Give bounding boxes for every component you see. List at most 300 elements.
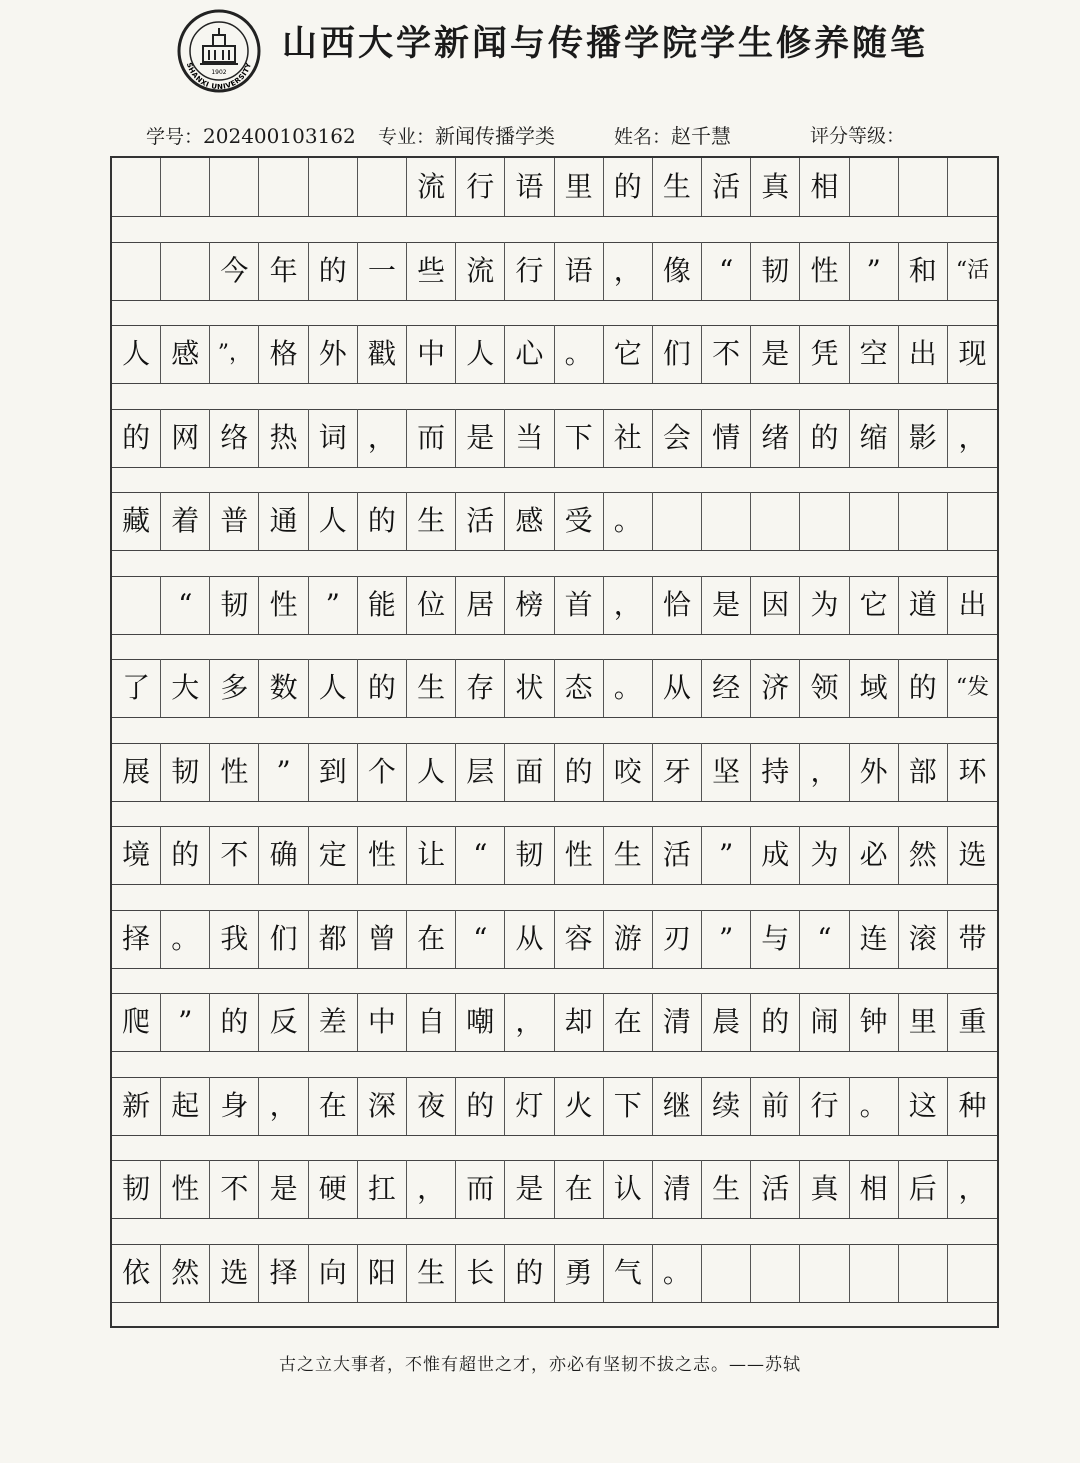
- grid-cell: 人: [456, 325, 505, 383]
- grid-cell-strip: [112, 1160, 997, 1219]
- grid-cell: 。: [653, 1244, 702, 1302]
- grid-cell: ”: [702, 910, 751, 968]
- grid-cell: [948, 492, 997, 550]
- grade-label: 评分等级：: [810, 125, 906, 147]
- grid-row-gap: [112, 1135, 997, 1162]
- grid-cell-strip: [112, 409, 997, 468]
- svg-text:SHANXI UNIVERSITY: [185, 61, 253, 91]
- grid-cell: 中: [358, 993, 407, 1051]
- grid-cell: 性: [358, 826, 407, 884]
- grid-cell: 择: [112, 910, 161, 968]
- grid-cell: ”: [850, 242, 899, 300]
- seal-text: SHANXI UNIVERSITY: [184, 61, 254, 92]
- grid-cell: 阳: [358, 1244, 407, 1302]
- grid-cell: ”: [260, 743, 309, 801]
- student-info-row: [120, 118, 1000, 154]
- grid-cell: 性: [555, 826, 604, 884]
- grid-cell: 深: [358, 1077, 407, 1135]
- grid-cell: 绪: [751, 409, 800, 467]
- grid-row: [112, 910, 997, 994]
- grid-cell: 们: [260, 910, 309, 968]
- grid-row-gap: [112, 717, 997, 744]
- grid-cell: 现: [958, 337, 987, 370]
- grid-cell: [112, 576, 161, 634]
- grid-cell: 年: [260, 242, 309, 300]
- grid-cell: 经: [702, 659, 751, 717]
- grid-cell: 环: [958, 754, 987, 788]
- grid-row: [112, 1244, 997, 1328]
- grid-cell: 感: [161, 325, 210, 383]
- grid-cell: 的: [161, 826, 210, 884]
- grid-cell: ，: [958, 420, 987, 454]
- grid-cell: 这: [899, 1077, 948, 1135]
- grid-cell: “: [800, 910, 849, 968]
- grid-cell: 到: [309, 743, 358, 801]
- grid-cell: 续: [702, 1077, 751, 1135]
- grid-cell: [702, 1244, 751, 1302]
- grid-cell: 着: [161, 492, 210, 550]
- major-label: 专业：: [378, 126, 436, 148]
- grid-cell: 起: [161, 1077, 210, 1135]
- grid-cell: 选: [210, 1244, 259, 1302]
- grid-cell-strip: [112, 659, 997, 718]
- grid-cell: “活: [955, 257, 990, 283]
- grid-cell: 社: [604, 409, 653, 467]
- grid-cell: 通: [260, 492, 309, 550]
- grid-cell: 韧: [161, 743, 210, 801]
- grid-cell: 是: [456, 409, 505, 467]
- grid-row-gap: [112, 467, 997, 494]
- grid-cell: 道: [899, 576, 948, 634]
- grid-cell: 容: [555, 910, 604, 968]
- grid-cell: 生: [407, 1244, 456, 1302]
- grid-cell: [899, 492, 948, 550]
- grid-cell: 连: [850, 910, 899, 968]
- grid-cell: 性: [210, 743, 259, 801]
- grid-cell: 领: [800, 659, 849, 717]
- grid-cell: 的: [751, 993, 800, 1051]
- grid-cell: [948, 158, 997, 216]
- grid-cell: “: [702, 242, 751, 300]
- grid-cell: [112, 158, 161, 216]
- grid-cell: 中: [407, 325, 456, 383]
- student-id-field: [146, 118, 356, 155]
- grade-field: [810, 118, 905, 154]
- grid-cell: 居: [456, 576, 505, 634]
- grid-cell: 不: [210, 826, 259, 884]
- grid-cell: 韧: [505, 826, 554, 884]
- grid-cell: ，: [260, 1077, 309, 1135]
- grid-cell: 济: [751, 659, 800, 717]
- grid-cell: 咬: [604, 743, 653, 801]
- grid-cell: 勇: [555, 1244, 604, 1302]
- grid-row: [112, 659, 997, 743]
- grid-cell-strip: [112, 743, 997, 802]
- grid-cell: ，: [604, 242, 653, 300]
- grid-cell: 然: [161, 1244, 210, 1302]
- grid-cell: 人: [309, 492, 358, 550]
- grid-cell: 的: [800, 409, 849, 467]
- grid-cell: 语: [505, 158, 554, 216]
- grid-cell: 在: [555, 1160, 604, 1218]
- grid-cell: 恰: [653, 576, 702, 634]
- grid-row: [112, 1077, 997, 1161]
- grid-cell: 热: [260, 409, 309, 467]
- grid-cell: 和: [899, 242, 948, 300]
- grid-cell: 扛: [358, 1160, 407, 1218]
- grid-cell: 词: [309, 409, 358, 467]
- grid-cell: 坚: [702, 743, 751, 801]
- grid-cell: 身: [210, 1077, 259, 1135]
- grid-row-gap: [112, 968, 997, 995]
- grid-cell-strip: [112, 492, 997, 551]
- grid-cell: 缩: [850, 409, 899, 467]
- grid-cell: 语: [555, 242, 604, 300]
- grid-cell: 重: [958, 1005, 987, 1038]
- grid-row: [112, 743, 997, 827]
- grid-cell: ，: [604, 576, 653, 634]
- grid-cell: 真: [800, 1160, 849, 1218]
- grid-cell: 从: [653, 659, 702, 717]
- grid-cell: 它: [604, 325, 653, 383]
- grid-cell: 生: [604, 826, 653, 884]
- grid-row: [112, 242, 997, 326]
- grid-cell: 首: [555, 576, 604, 634]
- grid-cell: 网: [161, 409, 210, 467]
- grid-row-gap: [112, 216, 997, 243]
- grid-cell: 数: [260, 659, 309, 717]
- grid-cell: 。: [850, 1077, 899, 1135]
- grid-cell: 带: [958, 921, 987, 955]
- grid-cell: ”: [161, 993, 210, 1051]
- grid-cell: 。: [555, 325, 604, 383]
- grid-cell: [653, 492, 702, 550]
- grid-cell: 曾: [358, 910, 407, 968]
- grid-cell: 在: [407, 910, 456, 968]
- grid-cell: 凭: [800, 325, 849, 383]
- grid-cell: ，: [407, 1160, 456, 1218]
- grid-cell: [899, 1244, 948, 1302]
- grid-cell: “: [456, 826, 505, 884]
- grid-cell: 榜: [505, 576, 554, 634]
- grid-cell: [751, 492, 800, 550]
- name-field: [614, 118, 731, 155]
- grid-cell: 而: [407, 409, 456, 467]
- grid-cell: 晨: [702, 993, 751, 1051]
- grid-cell-strip: [112, 1244, 997, 1303]
- grid-cell: 受: [555, 492, 604, 550]
- grid-cell: [358, 158, 407, 216]
- grid-cell: 感: [505, 492, 554, 550]
- grid-cell: 种: [958, 1088, 987, 1122]
- grid-cell: 是: [702, 576, 751, 634]
- grid-cell-strip: [112, 910, 997, 969]
- grid-cell: [800, 492, 849, 550]
- grid-cell: 情: [702, 409, 751, 467]
- grid-cell: 韧: [112, 1160, 161, 1218]
- grid-cell: 选: [958, 838, 987, 871]
- grid-cell: 前: [751, 1077, 800, 1135]
- grid-cell: 必: [850, 826, 899, 884]
- grid-cell: [210, 158, 259, 216]
- grid-cell: 普: [210, 492, 259, 550]
- grid-cell: 硬: [309, 1160, 358, 1218]
- grid-cell: 因: [751, 576, 800, 634]
- grid-cell-strip: [112, 325, 997, 384]
- grid-cell: 的: [505, 1244, 554, 1302]
- grid-cell: 在: [604, 993, 653, 1051]
- grid-cell: 反: [260, 993, 309, 1051]
- grid-cell: 长: [456, 1244, 505, 1302]
- grid-cell: 些: [407, 242, 456, 300]
- grid-cell: [850, 492, 899, 550]
- grid-row: [112, 826, 997, 910]
- grid-cell: 。: [604, 492, 653, 550]
- seal-year: 1902: [211, 69, 227, 76]
- grid-cell: 活: [751, 1160, 800, 1218]
- grid-cell: 的: [112, 409, 161, 467]
- grid-cell-strip: [112, 826, 997, 885]
- grid-cell: 生: [702, 1160, 751, 1218]
- grid-cell: 生: [407, 492, 456, 550]
- grid-cell: “发: [955, 675, 990, 700]
- grid-row-gap: [112, 801, 997, 828]
- grid-cell: ”: [702, 826, 751, 884]
- student-id-label: 学号：: [146, 126, 204, 148]
- grid-cell: 部: [899, 743, 948, 801]
- grid-cell: 行: [456, 158, 505, 216]
- grid-cell: 灯: [505, 1077, 554, 1135]
- grid-cell: 会: [653, 409, 702, 467]
- footer-quote: 古之立大事者，不惟有超世之才，亦必有坚韧不拔之志。——苏轼: [279, 1355, 801, 1375]
- name-value: 赵千慧: [671, 124, 732, 148]
- grid-cell: 的: [309, 242, 358, 300]
- grid-cell: 大: [161, 659, 210, 717]
- grid-cell: 气: [604, 1244, 653, 1302]
- page-title: 山西大学新闻与传播学院学生修养随笔: [282, 23, 929, 64]
- grid-cell: 展: [112, 743, 161, 801]
- grid-cell: 继: [653, 1077, 702, 1135]
- grid-cell: 成: [751, 826, 800, 884]
- grid-cell: ”，: [210, 325, 259, 383]
- grid-cell: 生: [653, 158, 702, 216]
- grid-cell: 活: [702, 158, 751, 216]
- name-label: 姓名：: [614, 126, 672, 148]
- grid-cell: 刃: [653, 910, 702, 968]
- grid-cell: 的: [358, 659, 407, 717]
- grid-cell: [850, 158, 899, 216]
- grid-cell: 络: [210, 409, 259, 467]
- grid-cell: ，: [800, 743, 849, 801]
- grid-row-gap: [112, 300, 997, 327]
- grid-cell: 清: [653, 993, 702, 1051]
- grid-cell: 人: [112, 325, 161, 383]
- grid-cell: 择: [260, 1244, 309, 1302]
- grid-cell: 确: [260, 826, 309, 884]
- grid-cell: 域: [850, 659, 899, 717]
- grid-cell: 性: [161, 1160, 210, 1218]
- grid-row: [112, 993, 997, 1077]
- grid-cell: 们: [653, 325, 702, 383]
- grid-cell: 的: [358, 492, 407, 550]
- writing-grid: [110, 156, 999, 1328]
- grid-cell: 而: [456, 1160, 505, 1218]
- grid-row-gap: [112, 383, 997, 410]
- grid-cell: 清: [653, 1160, 702, 1218]
- grid-cell: ”: [309, 576, 358, 634]
- grid-cell: 却: [555, 993, 604, 1051]
- grid-cell-strip: [112, 158, 997, 217]
- major-field: [378, 118, 555, 155]
- grid-cell: 牙: [653, 743, 702, 801]
- grid-cell: 外: [850, 743, 899, 801]
- grid-cell: 藏: [112, 492, 161, 550]
- grid-row-gap: [112, 634, 997, 661]
- grid-row: [112, 492, 997, 576]
- grid-cell: 为: [800, 576, 849, 634]
- grid-cell: 空: [850, 325, 899, 383]
- grid-cell: 它: [850, 576, 899, 634]
- grid-cell: [899, 158, 948, 216]
- grid-row: [112, 409, 997, 493]
- page-header: [0, 0, 1080, 110]
- grid-cell: [161, 242, 210, 300]
- grid-cell: 里: [555, 158, 604, 216]
- grid-cell: 外: [309, 325, 358, 383]
- grid-cell: [309, 158, 358, 216]
- grid-cell: 自: [407, 993, 456, 1051]
- grid-cell: 个: [358, 743, 407, 801]
- grid-cell: 态: [555, 659, 604, 717]
- grid-cell: [850, 1244, 899, 1302]
- grid-cell: 存: [456, 659, 505, 717]
- grid-cell: [112, 242, 161, 300]
- grid-cell-strip: [112, 1077, 997, 1136]
- grid-cell: 是: [751, 325, 800, 383]
- grid-cell: 与: [751, 910, 800, 968]
- grid-cell: 下: [555, 409, 604, 467]
- grid-cell: 流: [456, 242, 505, 300]
- grid-cell: 出: [958, 587, 987, 621]
- grid-cell: 像: [653, 242, 702, 300]
- grid-cell: 多: [210, 659, 259, 717]
- grid-cell: 的: [555, 743, 604, 801]
- grid-cell: 爬: [112, 993, 161, 1051]
- grid-cell: 滚: [899, 910, 948, 968]
- grid-cell: 状: [505, 659, 554, 717]
- grid-cell: 生: [407, 659, 456, 717]
- grid-cell: 面: [505, 743, 554, 801]
- grid-cell: ，: [958, 1172, 987, 1205]
- grid-cell: 韧: [751, 242, 800, 300]
- grid-cell: 都: [309, 910, 358, 968]
- grid-row: [112, 576, 997, 660]
- grid-cell: 不: [210, 1160, 259, 1218]
- grid-cell: ，: [358, 409, 407, 467]
- grid-cell: [948, 1244, 997, 1302]
- grid-cell: 相: [800, 158, 849, 216]
- grid-cell: 行: [505, 242, 554, 300]
- grid-cell: 韧: [210, 576, 259, 634]
- student-id-value: 202400103162: [203, 124, 356, 148]
- grid-cell: 的: [899, 659, 948, 717]
- grid-cell: 新: [112, 1077, 161, 1135]
- grid-cell: 的: [456, 1077, 505, 1135]
- grid-cell: 夜: [407, 1077, 456, 1135]
- university-seal-icon: [176, 8, 262, 94]
- grid-cell: 下: [604, 1077, 653, 1135]
- grid-cell: 影: [899, 409, 948, 467]
- grid-row-gap: [112, 1051, 997, 1078]
- grid-cell: 位: [407, 576, 456, 634]
- grid-cell: 流: [407, 158, 456, 216]
- grid-cell: 嘲: [456, 993, 505, 1051]
- grid-cell: 当: [505, 409, 554, 467]
- grid-cell: [702, 492, 751, 550]
- grid-row: [112, 1160, 997, 1244]
- grid-cell: 的: [210, 993, 259, 1051]
- grid-cell: 人: [407, 743, 456, 801]
- grid-row: [112, 158, 997, 242]
- grid-cell: 不: [702, 325, 751, 383]
- grid-cell: [161, 158, 210, 216]
- grid-cell: 火: [555, 1077, 604, 1135]
- grid-row-gap: [112, 1218, 997, 1245]
- grid-cell: 格: [260, 325, 309, 383]
- grid-cell: 向: [309, 1244, 358, 1302]
- grid-cell: 的: [604, 158, 653, 216]
- grid-cell: 一: [358, 242, 407, 300]
- grid-cell: 闹: [800, 993, 849, 1051]
- grid-cell: [260, 158, 309, 216]
- grid-cell: 从: [505, 910, 554, 968]
- grid-cell: 然: [899, 826, 948, 884]
- grid-cell: 我: [210, 910, 259, 968]
- grid-cell: 。: [161, 910, 210, 968]
- grid-cell: 让: [407, 826, 456, 884]
- grid-cell: 是: [260, 1160, 309, 1218]
- grid-cell: “: [161, 576, 210, 634]
- grid-cell: 持: [751, 743, 800, 801]
- grid-cell: 了: [112, 659, 161, 717]
- grid-cell: 出: [899, 325, 948, 383]
- grid-cell: 。: [604, 659, 653, 717]
- grid-row-gap: [112, 550, 997, 577]
- grid-cell: 认: [604, 1160, 653, 1218]
- grid-cell: 相: [850, 1160, 899, 1218]
- major-value: 新闻传播学类: [435, 124, 556, 148]
- grid-cell: 行: [800, 1077, 849, 1135]
- grid-cell: 境: [112, 826, 161, 884]
- grid-cell: 为: [800, 826, 849, 884]
- grid-cell-strip: [112, 993, 997, 1052]
- grid-cell: ，: [505, 993, 554, 1051]
- grid-cell: 在: [309, 1077, 358, 1135]
- grid-cell: 后: [899, 1160, 948, 1218]
- grid-cell: 是: [505, 1160, 554, 1218]
- grid-cell-strip: [112, 576, 997, 635]
- grid-cell: 心: [505, 325, 554, 383]
- grid-cell: 定: [309, 826, 358, 884]
- grid-cell: 里: [899, 993, 948, 1051]
- grid-row-gap: [112, 884, 997, 911]
- grid-cell: “: [456, 910, 505, 968]
- grid-cell: [751, 1244, 800, 1302]
- grid-cell: 依: [112, 1244, 161, 1302]
- grid-cell: 活: [653, 826, 702, 884]
- grid-cell: 层: [456, 743, 505, 801]
- grid-cell: 人: [309, 659, 358, 717]
